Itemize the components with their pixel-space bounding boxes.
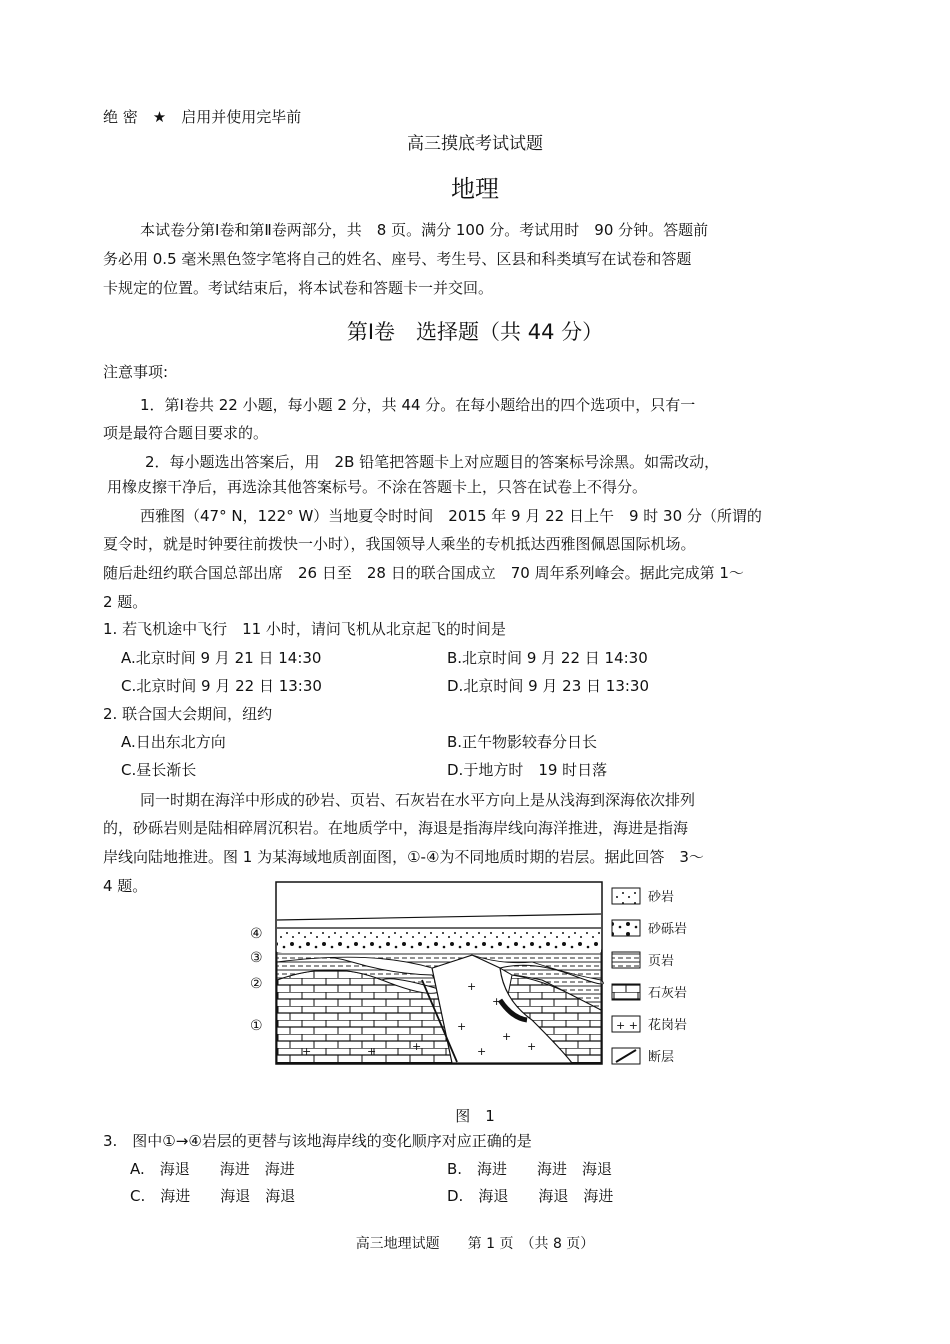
passage2-line: 岸线向陆地推进。图 1 为某海域地质剖面图，①-④为不同地质时期的岩层。据此回答 3～ <box>103 848 704 866</box>
svg-text:+: + <box>412 1040 422 1053</box>
geologic-cross-section-figure <box>250 880 712 1080</box>
layer-label-1: ① <box>250 1018 263 1034</box>
legend-fault: 断层 <box>648 1050 675 1065</box>
question-2-stem: 2. 联合国大会期间，纽约 <box>103 705 273 723</box>
notice-label: 注意事项: <box>103 363 169 381</box>
legend-conglomerate: 砂砾岩 <box>648 922 688 937</box>
legend-limestone: 石灰岩 <box>648 986 688 1001</box>
legend-sandstone: 砂岩 <box>648 890 675 905</box>
question-2-option-c: C.昼长渐长 <box>121 761 197 779</box>
passage2-line: 4 题。 <box>103 877 148 895</box>
question-1-option-c: C.北京时间 9 月 22 日 13:30 <box>121 677 322 695</box>
notice-line: 项是最符合题目要求的。 <box>103 424 269 442</box>
passage1-line: 2 题。 <box>103 593 148 611</box>
question-2-option-b: B.正午物影较春分日长 <box>447 733 598 751</box>
notice-line: 1．第Ⅰ卷共 22 小题，每小题 2 分，共 44 分。在每小题给出的四个选项中，只有一 <box>140 396 696 414</box>
svg-text:+: + <box>502 1030 512 1043</box>
passage1-line: 西雅图（47° N，122° W）当地夏令时时间 2015 年 9 月 22 日上午 9 时 30 分（所谓的 <box>140 507 762 525</box>
question-2-option-d: D.于地方时 19 时日落 <box>447 761 608 779</box>
subject-title: 地理 <box>451 175 499 203</box>
question-3-option-a: A. 海退 海进 海进 <box>130 1160 295 1178</box>
legend-shale: 页岩 <box>648 954 675 969</box>
intro-line: 本试卷分第Ⅰ卷和第Ⅱ卷两部分，共 8 页。满分 100 分。考试用时 90 分钟。答题前 <box>140 221 709 239</box>
intro-line: 卡规定的位置。考试结束后，将本试卷和答题卡一并交回。 <box>103 279 494 297</box>
svg-text:+: + <box>477 1045 487 1058</box>
question-1-option-b: B.北京时间 9 月 22 日 14:30 <box>447 649 648 667</box>
notice-line: 用橡皮擦干净后，再选涂其他答案标号。不涂在答题卡上，只答在试卷上不得分。 <box>107 478 648 496</box>
question-1-stem: 1. 若飞机途中飞行 11 小时，请问飞机从北京起飞的时间是 <box>103 620 506 638</box>
question-2-option-a: A.日出东北方向 <box>121 733 226 751</box>
legend-granite: 花岗岩 <box>648 1018 688 1033</box>
svg-text:+: + <box>457 1020 467 1033</box>
exam-subtitle: 高三摸底考试试题 <box>407 134 543 154</box>
figure-caption: 图 1 <box>455 1107 495 1125</box>
svg-text:+: + <box>467 980 477 993</box>
section-drawing <box>276 882 603 1064</box>
passage2-line: 的，砂砾岩则是陆相碎屑沉积岩。在地质学中，海退是指海岸线向海洋推进，海进是指海 <box>103 819 689 837</box>
passage1-line: 随后赴纽约联合国总部出席 26 日至 28 日的联合国成立 70 周年系列峰会。据此完成第 1～ <box>103 564 744 582</box>
question-3-option-b: B. 海进 海进 海退 <box>447 1160 613 1178</box>
svg-text:+: + <box>302 1045 312 1058</box>
svg-text:+: + <box>527 1040 537 1053</box>
figure-legend <box>612 888 687 1065</box>
layer-label-2: ② <box>250 976 263 992</box>
question-1-option-d: D.北京时间 9 月 23 日 13:30 <box>447 677 650 695</box>
notice-line: 2．每小题选出答案后，用 2B 铅笔把答题卡上对应题目的答案标号涂黑。如需改动， <box>145 453 720 471</box>
question-3-option-d: D. 海退 海退 海进 <box>447 1187 614 1205</box>
passage2-line: 同一时期在海洋中形成的砂岩、页岩、石灰岩在水平方向上是从浅海到深海依次排列 <box>140 791 696 809</box>
confidential-label: 绝 密 ★ 启用并使用完毕前 <box>103 108 302 126</box>
question-3-stem: 3. 图中①→④岩层的更替与该地海岸线的变化顺序对应正确的是 <box>103 1132 532 1150</box>
svg-text:+: + <box>367 1045 377 1058</box>
layer-label-3: ③ <box>250 950 263 966</box>
svg-text:+: + <box>492 995 502 1008</box>
page-footer: 高三地理试题 第 1 页 （共 8 页） <box>355 1236 595 1252</box>
question-1-option-a: A.北京时间 9 月 21 日 14:30 <box>121 649 322 667</box>
intro-line: 务必用 0.5 毫米黑色签字笔将自己的姓名、座号、考生号、区县和科类填写在试卷和答题 <box>103 250 692 268</box>
svg-text:+ +: + + <box>616 1019 638 1032</box>
passage1-line: 夏令时，就是时钟要往前拨快一小时），我国领导人乘坐的专机抵达西雅图佩恩国际机场。 <box>103 535 696 553</box>
question-3-option-c: C. 海进 海退 海退 <box>130 1187 296 1205</box>
layer-label-4: ④ <box>250 926 263 942</box>
section-title: 第Ⅰ卷 选择题（共 44 分） <box>346 320 604 344</box>
